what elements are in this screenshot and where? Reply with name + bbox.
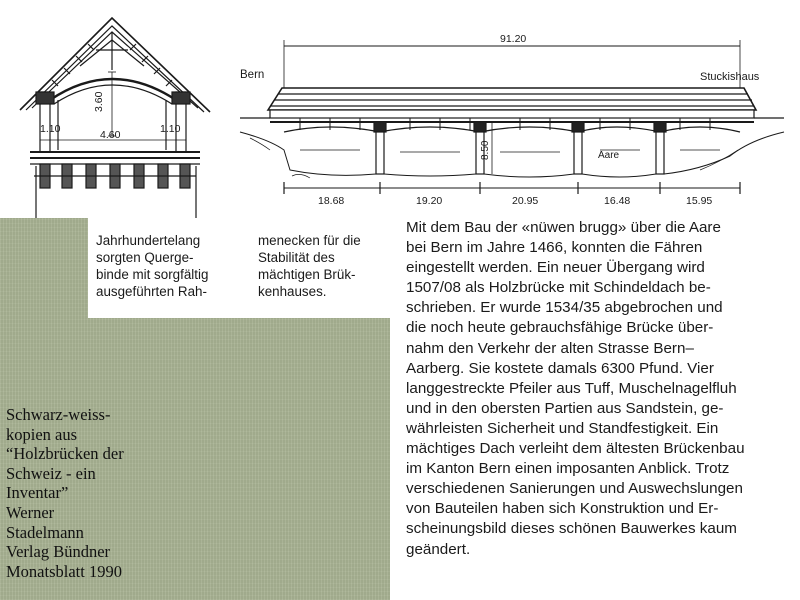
credit-line: Stadelmann	[6, 522, 84, 542]
body-line: mächtiges Dach verleiht dem ältesten Brückenbau	[406, 440, 745, 458]
body-line: schrieben. Er wurde 1534/35 abgebrochen und	[406, 299, 723, 317]
dim-height-label: 3.60	[93, 91, 105, 112]
body-line: nahm den Verkehr der alten Strasse Bern–	[406, 339, 694, 357]
caption-line: menecken für die	[258, 233, 361, 248]
caption-line: ausgeführten Rah-	[96, 284, 207, 299]
span-label: 19.20	[416, 195, 443, 207]
bridge-drawing	[0, 0, 800, 218]
credit-line: kopien aus	[6, 424, 78, 444]
body-line: verschiedenen Sanierungen und Auswechslungen	[406, 480, 743, 498]
dim-right-width-label: 1.10	[160, 123, 181, 135]
body-line: geändert.	[406, 540, 471, 558]
span-label: 18.68	[318, 195, 345, 207]
body-line: langgestreckte Pfeiler aus Tuff, Muschelnagelfluh	[406, 379, 737, 397]
source-credit	[6, 405, 156, 581]
dim-center-width-label: 4.60	[100, 129, 121, 141]
body-line: Mit dem Bau der «nüwen brugg» über die Aare	[406, 219, 721, 236]
span-label: 20.95	[512, 195, 539, 207]
credit-line: Inventar”	[6, 483, 69, 503]
bern-label: Bern	[240, 69, 265, 81]
body-line: im Kanton Bern einen imposanten Anblick. Trotz	[406, 460, 730, 478]
caption-line: kenhauses.	[258, 284, 327, 299]
stuckishaus-label: Stuckishaus	[700, 71, 760, 83]
body-line: bei Bern im Jahre 1466, konnten die Fähren	[406, 239, 703, 257]
body-text-card	[390, 218, 800, 600]
body-line: die noch heute gebrauchsfähige Brücke über-	[406, 319, 714, 337]
credit-line: Schweiz - ein	[6, 463, 96, 483]
credit-line: Verlag Bündner	[6, 542, 111, 562]
caption-line: Stabilität des	[258, 250, 335, 265]
cross-section	[20, 18, 210, 218]
body-line: von Bauteilen haben sich Konstruktion und Er-	[406, 500, 719, 518]
caption-line: binde mit sorgfältig	[96, 267, 209, 282]
body-line: Aarberg. Sie kostete damals 6300 Pfund. Vier	[406, 359, 714, 377]
body-line: scheinungsbild dieses schönen Bauwerkes kaum	[406, 520, 737, 538]
body-line: 1507/08 als Holzbrücke mit Schindeldach be-	[406, 279, 711, 297]
body-line: und in den obersten Partien aus Sandstein, ge-	[406, 399, 724, 417]
elevation	[240, 40, 784, 194]
dim-pier-height-label: 8.50	[480, 140, 491, 160]
caption-column-left	[96, 232, 238, 300]
caption-line: Jahrhundertelang	[96, 233, 201, 248]
span-label: 15.95	[686, 195, 713, 207]
caption-line: sorgten Querge-	[96, 250, 194, 265]
credit-line: Werner	[6, 502, 55, 522]
credit-line: Schwarz-weiss-	[6, 405, 111, 424]
dim-left-width-label: 1.10	[40, 123, 61, 135]
bridge-drawing-svg	[0, 0, 800, 218]
caption-line: mächtigen Brük-	[258, 267, 356, 282]
caption-card	[88, 218, 390, 318]
credit-line: “Holzbrücken der	[6, 444, 124, 464]
body-line: währleisten Sicherheit und Standfestigkeit. Ein	[406, 419, 719, 437]
body-paragraph	[406, 218, 798, 560]
dim-total-length-label: 91.20	[500, 33, 527, 45]
caption-column-right	[258, 232, 393, 300]
span-label: 16.48	[604, 195, 631, 207]
body-line: eingestellt werden. Ein neuer Übergang wird	[406, 259, 705, 277]
credit-line: Monatsblatt 1990	[6, 561, 122, 581]
aare-label: Aare	[598, 150, 620, 161]
